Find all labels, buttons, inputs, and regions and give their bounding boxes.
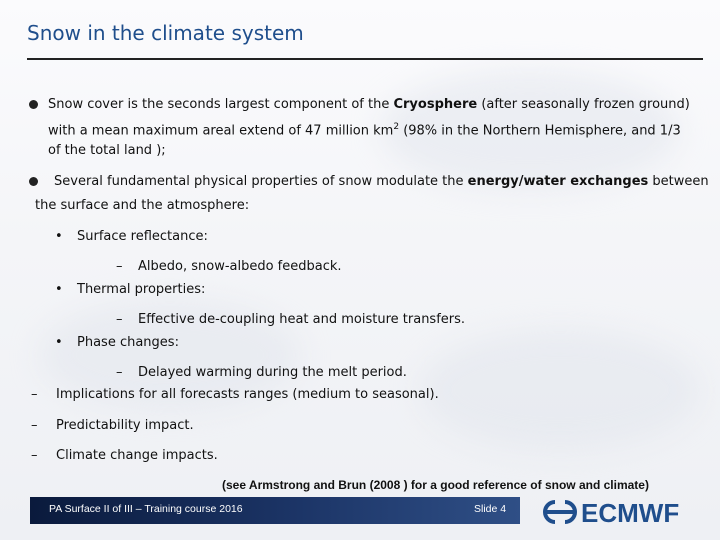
dash-marker: – <box>116 312 123 327</box>
logo-text: ECMWF <box>581 498 680 528</box>
sub-bullet-marker: • <box>55 335 63 350</box>
phase-changes-label: Phase changes: <box>77 335 179 350</box>
bullet-2-text: Several fundamental physical properties of snow modulate the <box>54 174 468 189</box>
decoupling-item: Effective de-coupling heat and moisture transfers. <box>138 312 466 327</box>
thermal-properties-label: Thermal properties: <box>77 282 206 297</box>
bullet-1-area-text: with a mean maximum areal extend of 47 million km <box>48 123 394 139</box>
km-superscript: 2 <box>393 122 400 132</box>
surface-reflectance-label: Surface reflectance: <box>77 229 208 244</box>
energy-water-term: energy/water exchanges <box>467 174 649 189</box>
bullet-2-line-2: the surface and the atmosphere: <box>35 198 250 213</box>
ecmwf-swirl-icon <box>545 502 575 522</box>
dash-marker: – <box>116 259 123 274</box>
bullet-1-text: Snow cover is the seconds largest component of the <box>48 97 394 112</box>
predictability-item: Predictability impact. <box>56 418 194 433</box>
climate-change-item: Climate change impacts. <box>56 448 218 463</box>
bullet-1-line-3: of the total land ); <box>48 143 166 158</box>
bullet-dot-icon <box>29 177 38 186</box>
implications-item: Implications for all forecasts ranges (medium to seasonal). <box>56 387 439 402</box>
dash-marker: – <box>116 365 123 380</box>
bullet-2-text-end: between <box>648 174 709 189</box>
slide-number: Slide 4 <box>474 503 507 515</box>
bullet-1-hemisphere-text: (98% in the Northern Hemisphere, and 1/3 <box>399 123 681 139</box>
albedo-item: Albedo, snow-albedo feedback. <box>138 259 342 274</box>
dash-marker: – <box>31 418 38 433</box>
sub-bullet-marker: • <box>55 282 63 297</box>
reference-footnote: (see Armstrong and Brun (2008 ) for a good reference of snow and climate) <box>222 478 649 492</box>
cloud-texture <box>420 330 700 450</box>
bullet-1-line-1 <box>48 94 690 115</box>
dash-marker: – <box>31 448 38 463</box>
ecmwf-logo <box>541 496 693 528</box>
title-divider <box>27 58 703 60</box>
bullet-dot-icon <box>29 100 38 109</box>
bullet-1-line-2 <box>48 117 681 141</box>
bullet-1-text-end: (after seasonally frozen ground) <box>477 97 690 112</box>
melt-period-item: Delayed warming during the melt period. <box>138 365 407 380</box>
dash-marker: – <box>31 387 38 402</box>
bullet-2-line-1 <box>54 171 709 192</box>
cryosphere-term: Cryosphere <box>393 97 478 112</box>
slide-title: Snow in the climate system <box>27 21 304 45</box>
sub-bullet-marker: • <box>55 229 63 244</box>
course-label: PA Surface II of III – Training course 2016 <box>49 503 243 515</box>
